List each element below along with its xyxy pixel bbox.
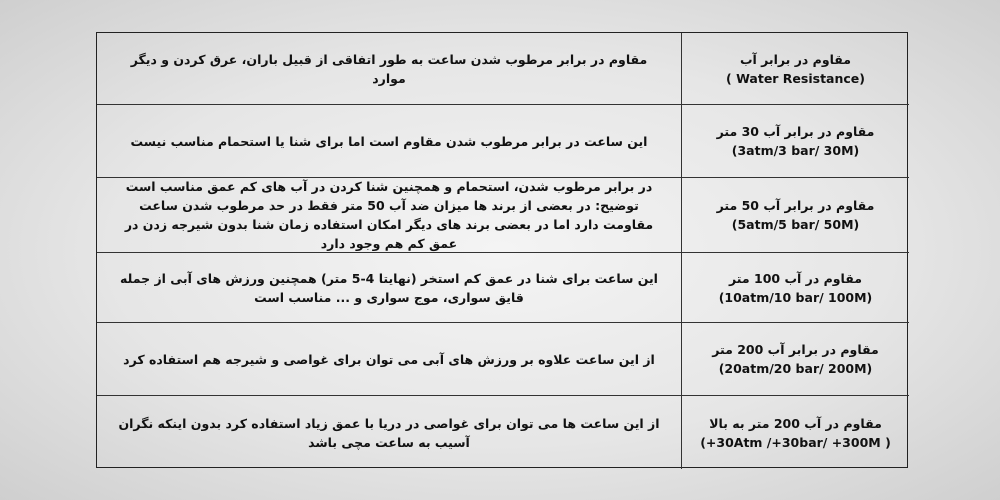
description-cell: مقاوم در برابر مرطوب شدن ساعت به طور اتفاقی از قبیل باران، عرق کردن و دیگر موارد (97, 33, 682, 105)
description-cell: از این ساعت علاوه بر ورزش های آبی می توان برای غواصی و شیرجه هم استفاده کرد (97, 323, 682, 396)
title-en: (+30Atm /+30bar/ +300M ) (700, 434, 891, 450)
title-en: (20atm/20 bar/ 200M) (718, 361, 873, 376)
title-cell (682, 253, 909, 323)
water-resistance-table (96, 32, 908, 468)
title-cell (682, 178, 909, 253)
title-fa: مقاوم در آب 100 متر (729, 270, 862, 286)
title-en: (3atm/3 bar/ 30M) (731, 143, 860, 158)
title-en: ( Water Resistance) (726, 70, 865, 86)
title-cell (682, 323, 909, 396)
title-en: (10atm/10 bar/ 100M) (718, 289, 873, 305)
description-cell: این ساعت برای شنا در عمق کم استخر (نهایتا 4-5 متر) همچنین ورزش های آبی از جمله قایق سواری، موج سواری و ... مناسب است (97, 253, 682, 323)
title-fa: مقاوم در برابر آب 30 متر (716, 124, 875, 139)
title-fa: مقاوم در برابر آب 200 متر (712, 342, 879, 357)
title-cell (682, 105, 909, 178)
description-cell: این ساعت در برابر مرطوب شدن مقاوم است اما برای شنا یا استحمام مناسب نیست (97, 105, 682, 178)
title-cell (682, 33, 909, 105)
title-fa: مقاوم در برابر آب 50 متر (716, 198, 875, 213)
description-cell: در برابر مرطوب شدن، استحمام و همچنین شنا کردن در آب های کم عمق مناسب است توضیح: در بعضی از برند ها میزان ضد آب 50 متر فقط در حد مرطوب شدن ساعت مقاومت دارد اما در بعضی برند های دیگر امکان استفاده زمان شنا بدون شیرجه زدن در عمق کم هم وجود دارد (97, 178, 682, 253)
title-cell (682, 396, 909, 469)
title-fa: مقاوم در آب 200 متر به بالا (709, 415, 882, 431)
title-en: (5atm/5 bar/ 50M) (731, 217, 860, 232)
title-fa: مقاوم در برابر آب (739, 51, 852, 67)
description-cell: از این ساعت ها می توان برای غواصی در دریا با عمق زیاد استفاده کرد بدون اینکه نگران آسیب به ساعت مچی باشد (97, 396, 682, 469)
